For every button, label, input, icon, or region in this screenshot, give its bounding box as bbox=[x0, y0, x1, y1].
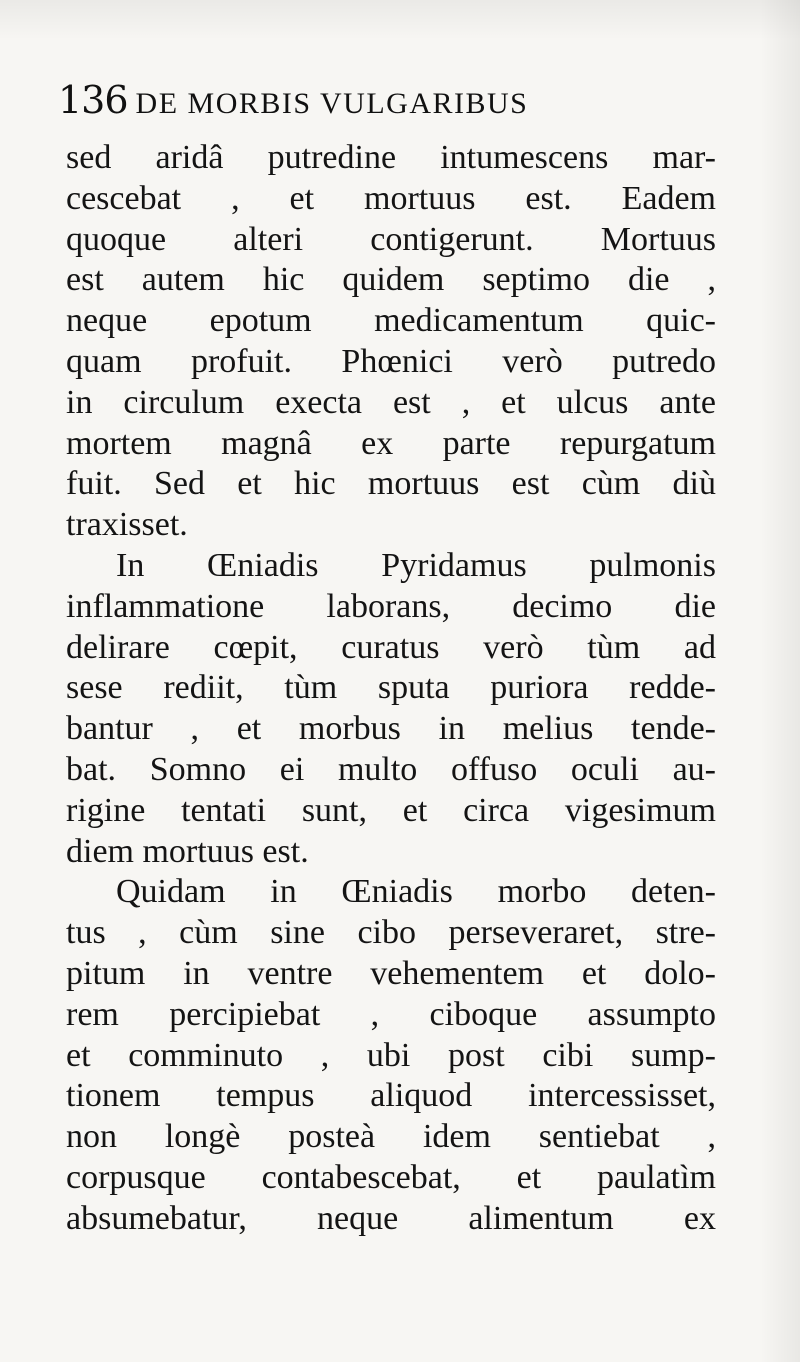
text-line: cescebat , et mortuus est. Eadem bbox=[66, 179, 716, 217]
text-line: pitum in ventre vehementem et dolo- bbox=[66, 954, 716, 992]
text-line: non longè posteà idem sentiebat , bbox=[66, 1118, 716, 1156]
paragraph bbox=[66, 546, 716, 872]
text-line: corpusque contabescebat, et paulatìm bbox=[66, 1158, 716, 1196]
page-top-shading bbox=[0, 0, 800, 40]
paragraph bbox=[66, 138, 716, 546]
text-line: tus , cùm sine cibo perseveraret, stre- bbox=[66, 914, 716, 952]
text-line: bat. Somno ei multo offuso oculi au- bbox=[66, 750, 716, 788]
text-line: delirare cœpit, curatus verò tùm ad bbox=[66, 628, 716, 666]
paragraph bbox=[66, 872, 716, 1239]
text-line: in circulum execta est , et ulcus ante bbox=[66, 383, 716, 421]
text-line: absumebatur, neque alimentum ex bbox=[66, 1199, 716, 1237]
text-line: tionem tempus aliquod intercessisset, bbox=[66, 1077, 716, 1115]
text-line: inflammatione laborans, decimo die bbox=[66, 587, 716, 625]
text-line: bantur , et morbus in melius tende- bbox=[66, 710, 716, 748]
text-line: traxisset. bbox=[66, 506, 188, 544]
running-head-title: DE MORBIS VULGARIBUS bbox=[135, 87, 529, 120]
text-line: In Œniadis Pyridamus pulmonis bbox=[116, 546, 716, 584]
text-line: rigine tentati sunt, et circa vigesimum bbox=[66, 791, 716, 829]
text-line: mortem magnâ ex parte repurgatum bbox=[66, 424, 716, 462]
page-right-shading bbox=[760, 0, 800, 1362]
text-line: diem mortuus est. bbox=[66, 832, 309, 870]
text-line: Quidam in Œniadis morbo deten- bbox=[116, 873, 716, 911]
text-line: fuit. Sed et hic mortuus est cùm diù bbox=[66, 465, 716, 503]
text-line: quoque alteri contigerunt. Mortuus bbox=[66, 220, 716, 258]
body-text bbox=[66, 138, 716, 1240]
text-line: sed aridâ putredine intumescens mar- bbox=[66, 139, 716, 176]
text-line: et comminuto , ubi post cibi sump- bbox=[66, 1036, 716, 1074]
running-head bbox=[58, 78, 708, 122]
text-line: quam profuit. Phœnici verò putredo bbox=[66, 342, 716, 380]
text-line: rem percipiebat , ciboque assumpto bbox=[66, 995, 716, 1033]
page-number: 136 bbox=[58, 78, 128, 122]
text-line: sese rediit, tùm sputa puriora redde- bbox=[66, 669, 716, 707]
text-line: neque epotum medicamentum quic- bbox=[66, 302, 716, 340]
text-line: est autem hic quidem septimo die , bbox=[66, 261, 716, 299]
